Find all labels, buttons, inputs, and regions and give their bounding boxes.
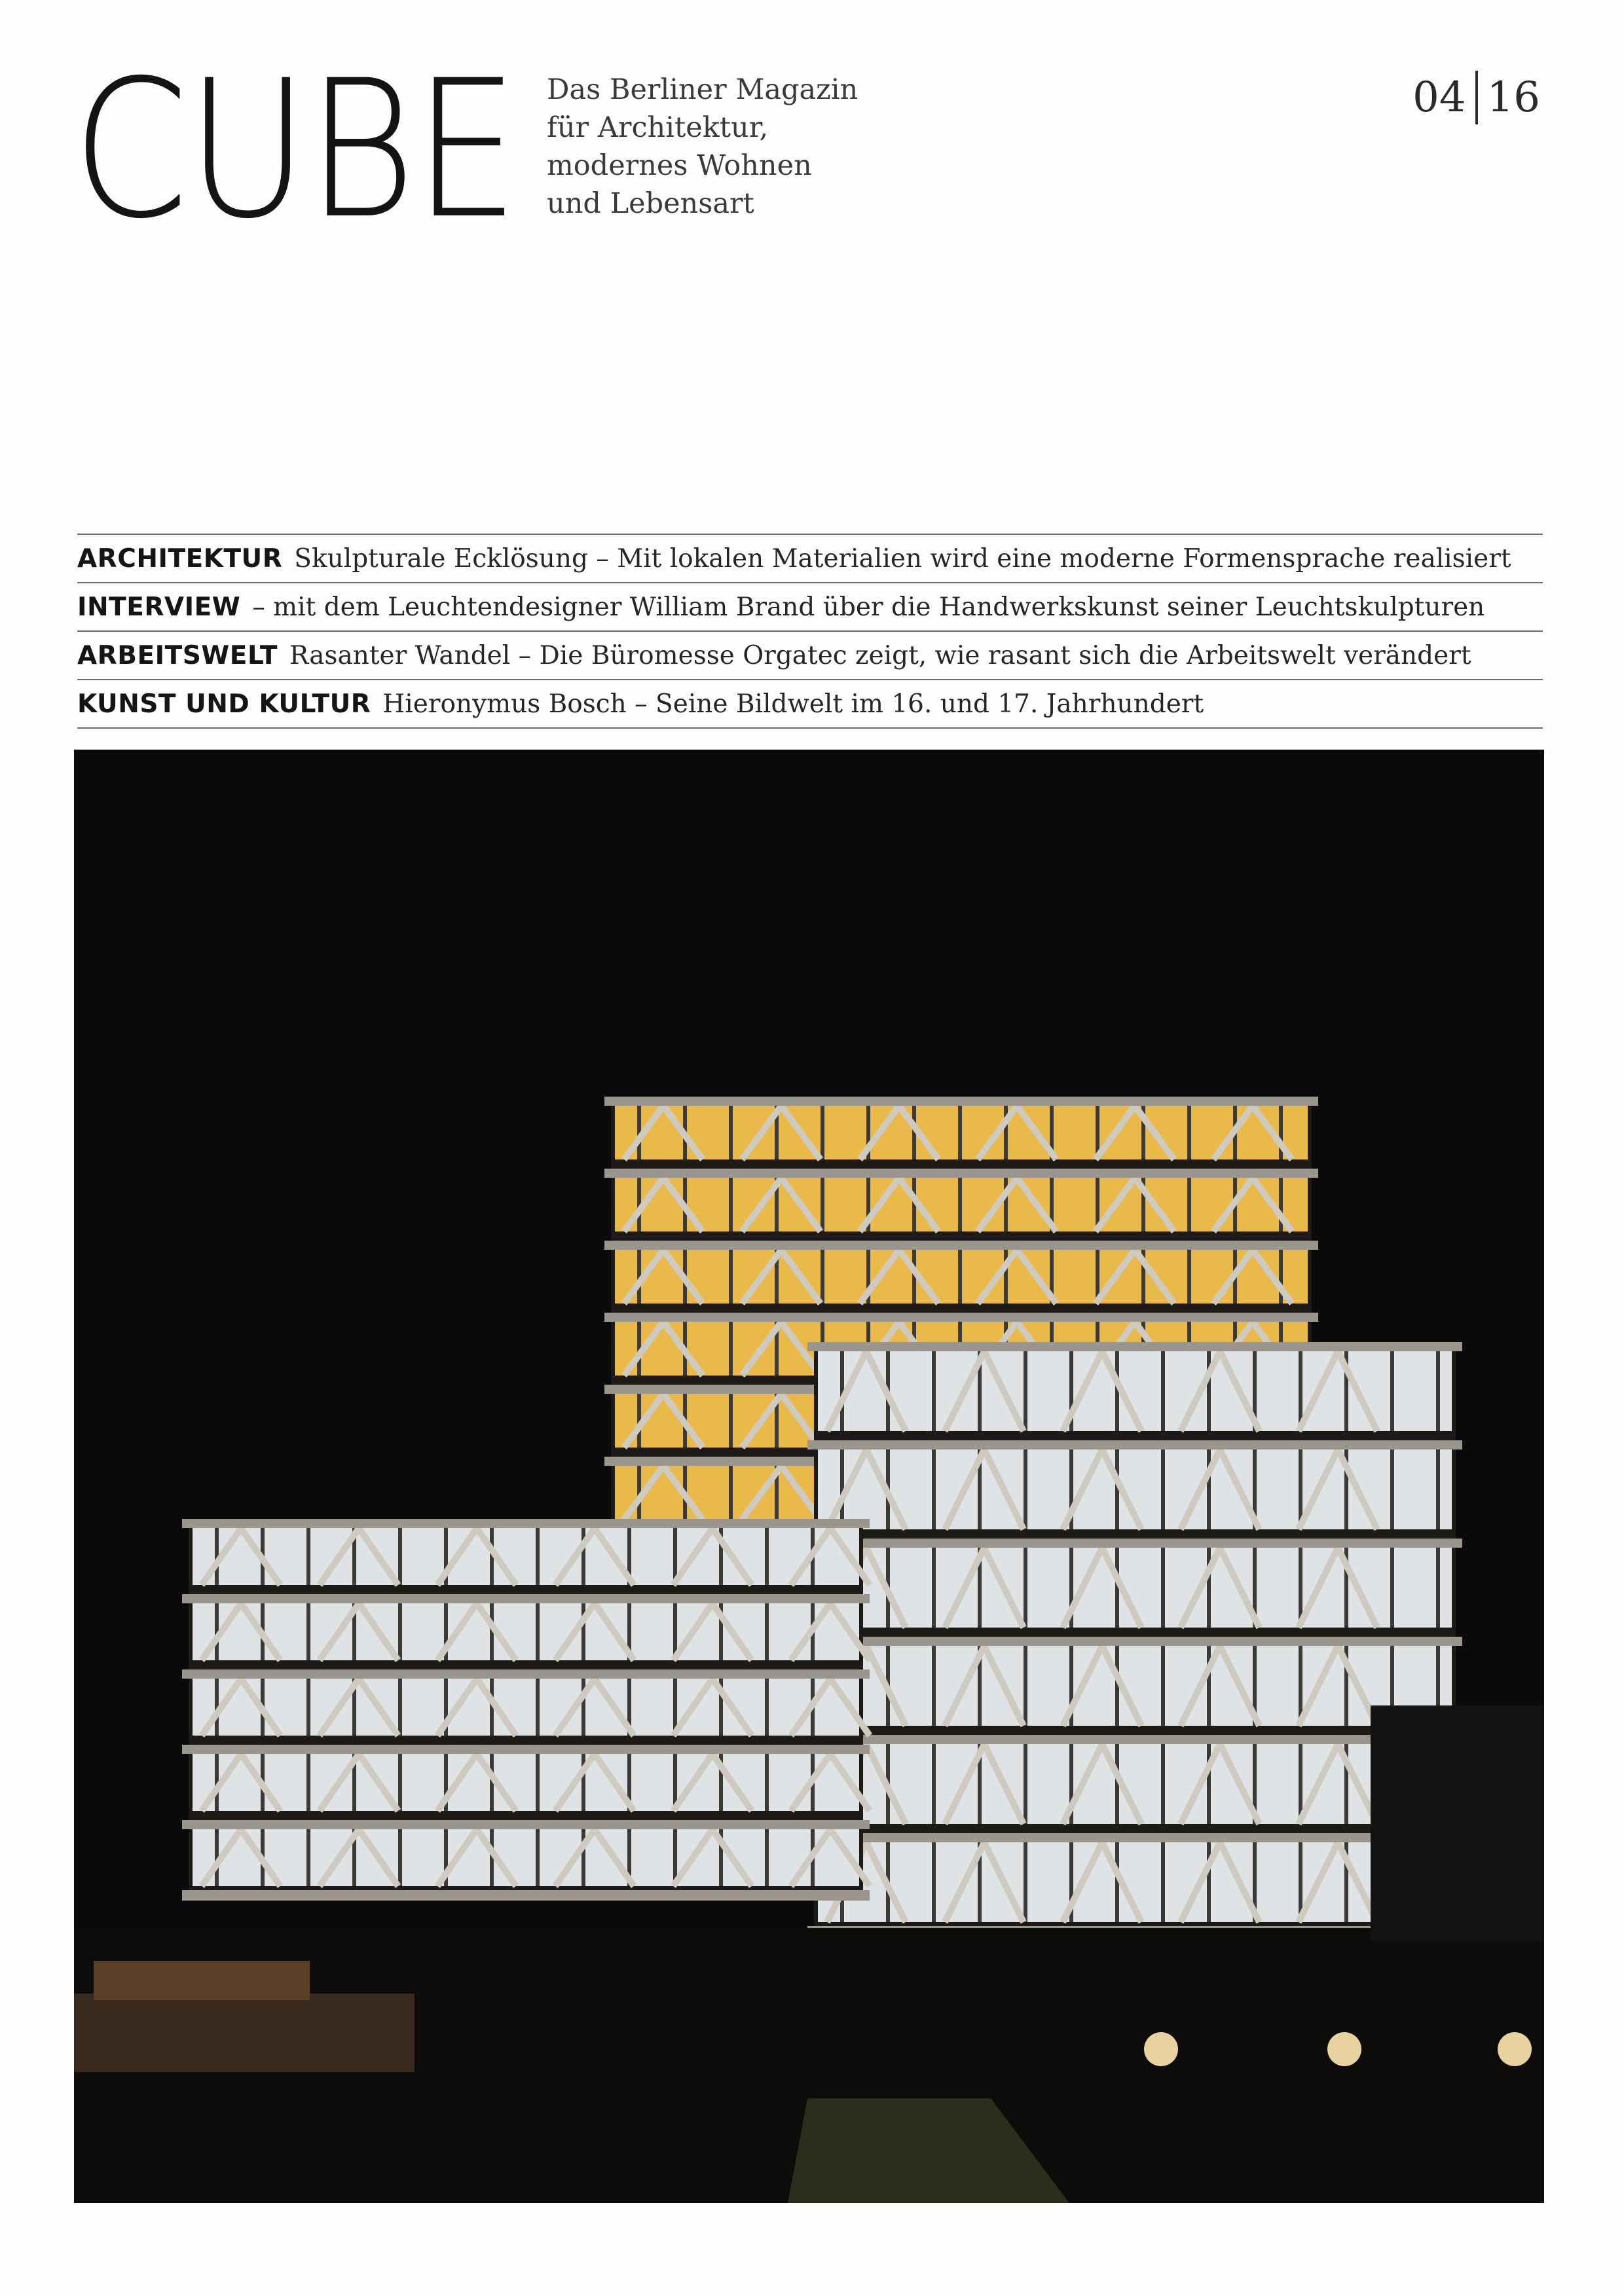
window-mullion [536,1603,540,1660]
window-mullion [306,1603,310,1660]
floor-slab [807,1342,1462,1351]
window-band [193,1829,859,1886]
window-band [193,1603,859,1660]
window-mullion [1024,1548,1027,1628]
floor-slab [182,1594,870,1603]
tagline-line: für Architektur, [547,111,769,144]
window-mullion [729,1394,733,1448]
window-mullion [729,1322,733,1376]
window-mullion [1161,1449,1165,1529]
topic-headline: Rasanter Wandel – Die Büromesse Orgatec zeigt, wie rasant sich die Arbeitswelt verändert [289,640,1471,670]
window-mullion [306,1754,310,1811]
window-mullion [536,1754,540,1811]
window-mullion [932,1646,936,1726]
topic-category: KUNST UND KULTUR [77,689,371,719]
window-mullion [398,1829,402,1886]
window-band [193,1528,859,1585]
window-mullion [1390,1548,1394,1628]
issue-divider [1475,71,1478,124]
window-mullion [932,1842,936,1922]
topic-category: INTERVIEW [77,592,241,622]
window-mullion [729,1106,733,1159]
window-mullion [1207,1548,1211,1628]
floor-slab [182,1745,870,1754]
tagline-line: und Lebensart [547,187,754,220]
window-mullion [1207,1646,1211,1726]
street-light-glow [74,1994,415,2072]
window-mullion [1187,1178,1191,1231]
window-mullion [765,1528,769,1585]
window-mullion [306,1528,310,1585]
floor-slab [807,1440,1462,1449]
window-mullion [729,1250,733,1303]
window-mullion [398,1603,402,1660]
window-mullion [536,1528,540,1585]
window-mullion [765,1754,769,1811]
window-mullion [765,1679,769,1736]
floor-slab [807,1735,1462,1744]
window-mullion [1024,1449,1027,1529]
window-mullion [398,1679,402,1736]
window-mullion [1187,1106,1191,1159]
window-mullion [306,1679,310,1736]
window-mullion [729,1178,733,1231]
window-mullion [536,1829,540,1886]
cover-photo-office-building-night [74,750,1544,2203]
topic-headline: Hieronymus Bosch – Seine Bildwelt im 16. und 17. Jahrhundert [382,689,1204,719]
topic-row [77,630,1543,679]
window-mullion [1207,1351,1211,1431]
window-mullion [1207,1842,1211,1922]
window-mullion [1024,1646,1027,1726]
window-mullion [1161,1548,1165,1628]
window-mullion [1436,1351,1440,1431]
window-band [193,1754,859,1811]
window-mullion [821,1250,824,1303]
window-mullion [932,1548,936,1628]
topic-list [77,534,1543,729]
floor-slab [807,1539,1462,1548]
window-mullion [932,1351,936,1431]
window-mullion [958,1250,962,1303]
window-mullion [1436,1449,1440,1529]
floor-slab [182,1519,870,1528]
window-mullion [932,1744,936,1824]
window-mullion [306,1829,310,1886]
issue-year: 16 [1486,73,1540,122]
floor-slab [604,1313,1318,1322]
window-mullion [1024,1351,1027,1431]
topic-headline: – mit dem Leuchtendesigner William Brand über die Handwerkskunst seiner Leuchtskulpturen [252,592,1485,622]
floor-slab [604,1241,1318,1250]
floor-slab [604,1097,1318,1106]
window-mullion [1390,1351,1394,1431]
building-illustration [74,750,1544,2203]
topic-headline: Skulpturale Ecklösung – Mit lokalen Materialien wird eine moderne Formensprache realisiert [294,543,1511,574]
window-mullion [821,1178,824,1231]
neighbor-building [1371,1705,1544,1941]
floor-slab [182,1820,870,1829]
window-mullion [1207,1449,1211,1529]
window-band [193,1679,859,1736]
floor-slab [807,1637,1462,1646]
lit-entrance [94,1961,310,2000]
window-mullion [958,1178,962,1231]
window-mullion [765,1603,769,1660]
wall-lamp [1498,2032,1532,2066]
topic-row [77,534,1543,582]
floor-slab [182,1669,870,1679]
topic-row [77,582,1543,630]
topic-category: ARCHITEKTUR [77,543,283,574]
window-mullion [1024,1744,1027,1824]
issue-label [1412,71,1540,124]
window-mullion [398,1528,402,1585]
topic-row [77,679,1543,729]
window-mullion [1024,1842,1027,1922]
window-mullion [1161,1351,1165,1431]
window-mullion [1161,1646,1165,1726]
tagline-line: Das Berliner Magazin [547,73,858,106]
magazine-logo: CUBE [72,40,517,261]
window-mullion [1207,1744,1211,1824]
window-mullion [765,1829,769,1886]
floor-slab [182,1890,870,1901]
wall-lamp [1144,2032,1178,2066]
window-mullion [1161,1744,1165,1824]
window-mullion [821,1106,824,1159]
topic-category: ARBEITSWELT [77,640,278,670]
window-mullion [1161,1842,1165,1922]
floor-slab [807,1833,1462,1842]
window-mullion [932,1449,936,1529]
floor-slab [604,1169,1318,1178]
window-mullion [1390,1449,1394,1529]
window-mullion [398,1754,402,1811]
tagline-line: modernes Wohnen [547,149,812,182]
window-mullion [536,1679,540,1736]
window-mullion [958,1106,962,1159]
issue-number: 04 [1412,73,1466,122]
window-mullion [1187,1250,1191,1303]
window-mullion [1436,1548,1440,1628]
wall-lamp [1327,2032,1361,2066]
magazine-tagline [547,71,858,223]
window-mullion [729,1466,733,1520]
